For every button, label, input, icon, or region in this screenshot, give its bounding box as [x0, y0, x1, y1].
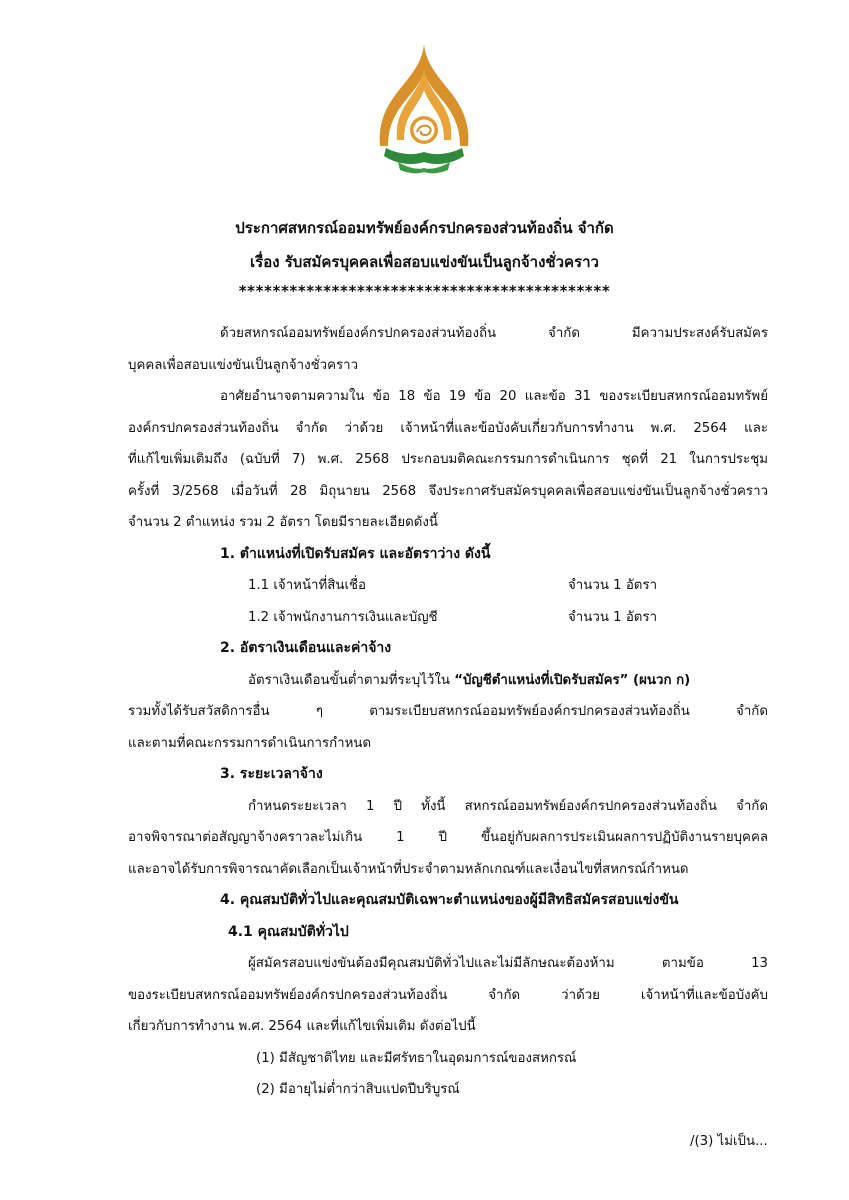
position-count: จำนวน 1 อัตรา [568, 578, 658, 593]
section-2-heading: 2. อัตราเงินเดือนและค่าจ้าง [220, 640, 392, 656]
section-1-heading: 1. ตำแหน่งที่เปิดรับสมัคร และอัตราว่าง ดังนี้ [220, 545, 491, 562]
announcement-title: ประกาศสหกรณ์ออมทรัพย์องค์กรปกครองส่วนท้องถิ่น จำกัด [235, 219, 614, 237]
intro-paragraph-1-line-1: ด้วยสหกรณ์ออมทรัพย์องค์กรปกครองส่วนท้องถิ่น จำกัด มีความประสงค์รับสมัคร [220, 326, 768, 341]
section-3-line-3: และอาจได้รับการพิจารณาคัดเลือกเป็นเจ้าหน้าที่ประจำตามหลักเกณฑ์และเงื่อนไขที่สหกรณ์กำหนด [128, 861, 689, 877]
intro-paragraph-1-line-2: บุคคลเพื่อสอบแข่งขันเป็นลูกจ้างชั่วคราว [128, 357, 359, 373]
section-2-line-3: และตามที่คณะกรรมการดำเนินการกำหนด [128, 735, 372, 751]
intro-paragraph-2-line-5: จำนวน 2 ตำแหน่ง รวม 2 อัตรา โดยมีรายละเอียดดังนี้ [128, 515, 439, 530]
section-3-line-1: กำหนดระยะเวลา 1 ปี ทั้งนี้ สหกรณ์ออมทรัพย์องค์กรปกครองส่วนท้องถิ่น จำกัด [248, 798, 768, 814]
section-4-heading: 4. คุณสมบัติทั่วไปและคุณสมบัติเฉพาะตำแหน่งของผู้มีสิทธิสมัครสอบแข่งขัน [220, 892, 679, 908]
intro-paragraph-2-line-1: อาศัยอำนาจตามความใน ข้อ 18 ข้อ 19 ข้อ 20 และข้อ 31 ของระเบียบสหกรณ์ออมทรัพย์ [220, 389, 768, 404]
section-4-line-3: เกี่ยวกับการทำงาน พ.ศ. 2564 และที่แก้ไขเพิ่มเติม ดังต่อไปนี้ [128, 1019, 476, 1034]
cooperative-emblem-logo [372, 42, 476, 174]
qualification-item: (2) มีอายุไม่ต่ำกว่าสิบแปดปีบริบูรณ์ [256, 1082, 460, 1097]
position-row [128, 602, 768, 634]
section-3-heading: 3. ระยะเวลาจ้าง [220, 766, 323, 782]
position-row [128, 570, 768, 602]
section-4-1-heading: 4.1 คุณสมบัติทั่วไป [228, 923, 349, 940]
intro-paragraph-2-line-2: องค์กรปกครองส่วนท้องถิ่น จำกัด ว่าด้วย เจ้าหน้าที่และข้อบังคับเกี่ยวกับการทำงาน พ.ศ. 2564 และ [128, 420, 768, 436]
announcement-body [128, 318, 768, 1106]
section-3-line-2: อาจพิจารณาต่อสัญญาจ้างคราวละไม่เกิน 1 ปี ขึ้นอยู่กับผลการประเมินผลการปฏิบัติงานรายบุคคล [128, 830, 768, 845]
intro-paragraph-2-line-4: ครั้งที่ 3/2568 เมื่อวันที่ 28 มิถุนายน 2568 จึงประกาศรับสมัครบุคคลเพื่อสอบแข่งขันเป็นลูกจ้างชั่วคราว [128, 483, 768, 499]
section-4-line-2: ของระเบียบสหกรณ์ออมทรัพย์องค์กรปกครองส่วนท้องถิ่น จำกัด ว่าด้วย เจ้าหน้าที่และข้อบังคับ [128, 987, 768, 1003]
section-2-line-1-text: อัตราเงินเดือนขั้นต่ำตามที่ระบุไว้ใน [248, 672, 455, 688]
section-4-line-1: ผู้สมัครสอบแข่งขันต้องมีคุณสมบัติทั่วไปและไม่มีลักษณะต้องห้าม ตามข้อ 13 [248, 956, 768, 971]
position-count: จำนวน 1 อัตรา [568, 609, 658, 625]
announcement-subject: เรื่อง รับสมัครบุคคลเพื่อสอบแข่งขันเป็นลูกจ้างชั่วคราว [250, 253, 599, 271]
intro-paragraph-2-line-3: ที่แก้ไขเพิ่มเติมถึง (ฉบับที่ 7) พ.ศ. 2568 ประกอบมติคณะกรรมการดำเนินการ ชุดที่ 21 ในการประชุม [128, 452, 768, 467]
page-continuation-note: /(3) ไม่เป็น... [690, 1134, 768, 1149]
section-2-line-2: รวมทั้งได้รับสวัสดิการอื่น ๆ ตามระเบียบสหกรณ์ออมทรัพย์องค์กรปกครองส่วนท้องถิ่น จำกัด [128, 704, 768, 719]
asterisk-separator: ******************************************** [238, 282, 611, 300]
section-2-line-1 [128, 665, 768, 697]
qualification-item: (1) มีสัญชาติไทย และมีศรัทธาในอุดมการณ์ของสหกรณ์ [256, 1050, 577, 1066]
position-label: 1.1 เจ้าหน้าที่สินเชื่อ [248, 578, 367, 593]
position-label: 1.2 เจ้าพนักงานการเงินและบัญชี [248, 609, 438, 625]
annex-reference: “บัญชีตำแหน่งที่เปิดรับสมัคร” (ผนวก ก) [454, 672, 691, 688]
